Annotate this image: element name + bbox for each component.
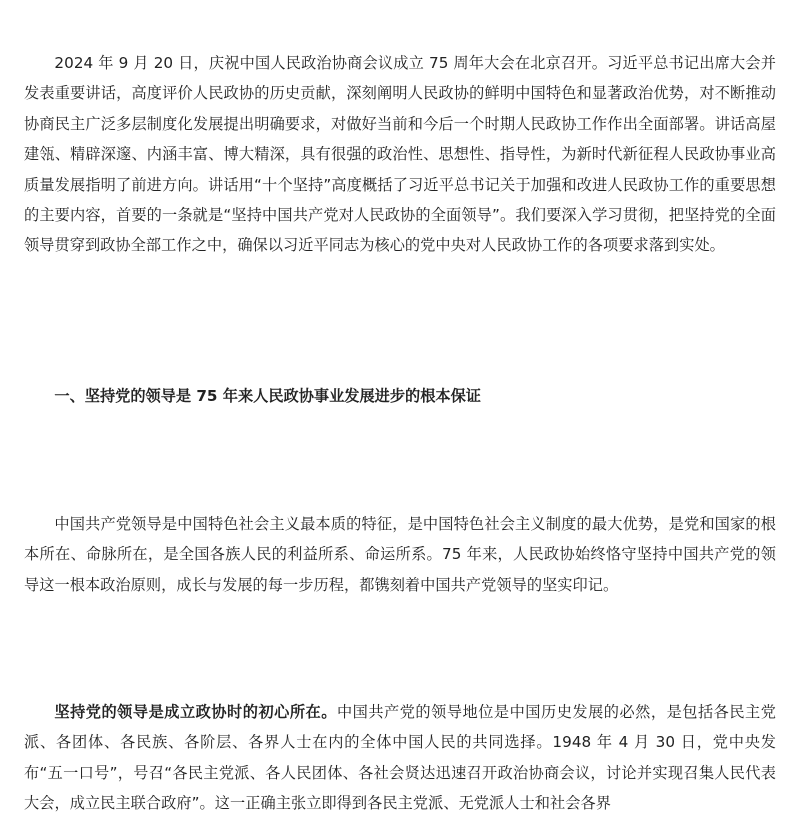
intro-paragraph: 2024 年 9 月 20 日，庆祝中国人民政治协商会议成立 75 周年大会在北京召开。习近平总书记出席大会并发表重要讲话，高度评价人民政协的历史贡献，深刻阐明人民政协的鲜明中国特色和显著政治优势，对不断推动协商民主广泛多层制度化发展提出明确要求，对做好当前和今后一个时期人民政协工作作出全面部署。讲话高屋建瓴、精辟深邃、内涵丰富、博大精深，具有很强的政治性、思想性、指导性，为新时代新征程人民政协事业高质量发展指明了前进方向。讲话用“十个坚持”高度概括了习近平总书记关于加强和改进人民政协工作的重要思想的主要内容，首要的一条就是“坚持中国共产党对人民政协的全面领导”。我们要深入学习贯彻，把坚持党的全面领导贯穿到政协全部工作之中，确保以习近平同志为核心的党中央对人民政协工作的各项要求落到实处。 <box>24 54 776 255</box>
paragraph-lead-sentence: 坚持党的领导是成立政协时的初心所在。 <box>54 703 337 721</box>
paragraph-body-text: 中国共产党的领导地位是中国历史发展的必然，是包括各民主党派、各团体、各民族、各阶层、各界人士在内的全体中国人民的共同选择。1948 年 4 月 30 日，党中央发布“五一口号”，号召“各民主党派、各人民团体、各社会贤达迅速召开政治协商会议，讨论并实现召集人民代表大会，成立民主联合政府”。这一正确主张立即得到各民主党派、无党派人士和社会各界 <box>24 703 776 813</box>
section-heading: 一、坚持党的领导是 75 年来人民政协事业发展进步的根本保证 <box>54 387 481 405</box>
body-paragraph-party-leadership: 中国共产党领导是中国特色社会主义最本质的特征，是中国特色社会主义制度的最大优势，是党和国家的根本所在、命脉所在，是全国各族人民的利益所系、命运所系。75 年来，人民政协始终恪守坚持中国共产党的领导这一根本政治原则，成长与发展的每一步历程，都镌刻着中国共产党领导的坚实印记。 <box>24 515 776 594</box>
body-paragraph-founding <box>24 697 776 819</box>
